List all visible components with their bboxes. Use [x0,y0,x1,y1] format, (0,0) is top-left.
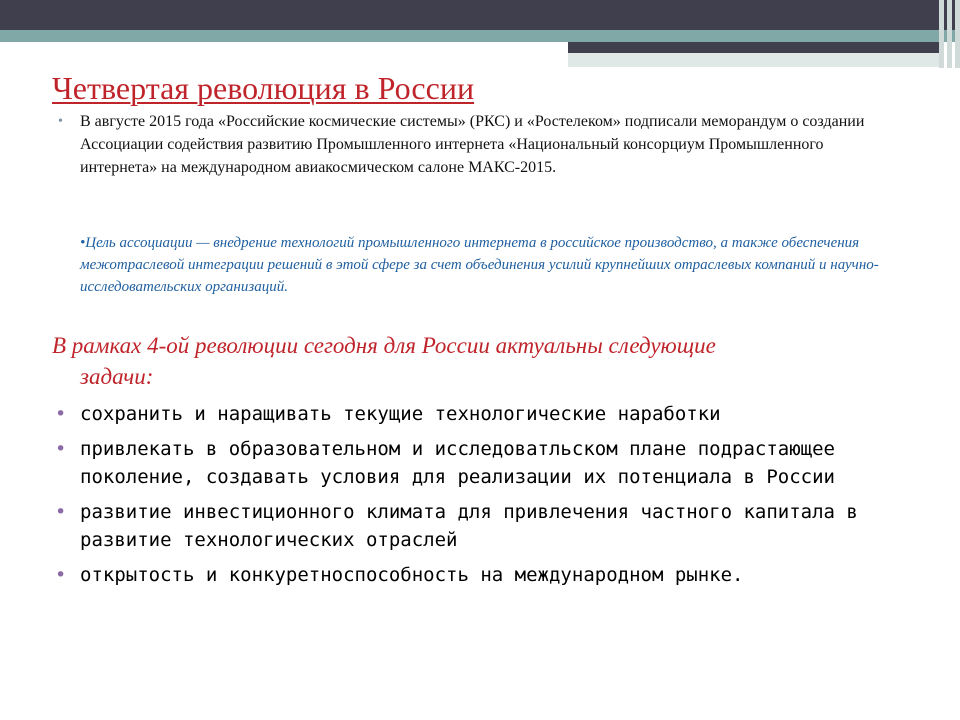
task-text: привлекать в образовательном и исследоватльском плане подрастающее поколение, создавать условия для реализации их потенциала в России [80,437,835,488]
task-text: сохранить и наращивать текущие технологические наработки [80,403,721,425]
bullet-icon: • [55,437,67,460]
bullet-icon: • [55,403,67,425]
intro-bullet [58,110,898,179]
list-item [52,435,912,492]
header-stripe [939,0,944,68]
bullet-icon: • [58,114,63,129]
bullet-icon: • [55,500,67,523]
tasks-heading [52,330,912,392]
header-accent-tab [568,42,940,53]
header-stripe [947,0,952,68]
intro-text: В августе 2015 года «Российские космические системы» (РКС) и «Ростелеком» подписали меморандум о создании Ассоциации содействия развитию Промышленного интернета «Национальный консорциум Промышленного интернета» на международном авиакосмическом салоне МАКС-2015. [80,113,865,176]
header-bar-dark [0,0,960,30]
tasks-heading-line2: задачи: [80,364,154,389]
list-item [52,498,912,555]
header-stripes [930,0,960,68]
list-item [52,400,912,429]
tasks-list [52,400,912,595]
goal-text: Цель ассоциации — внедрение технологий промышленного интернета в российское производство, а также обеспечения межотраслевой интеграции решений в этой сфере за счет объединения усилий крупнейших отраслевых компаний и научно-исследовательских организаций. [80,235,879,295]
header-bar-teal [0,30,960,42]
header-accent-tab-light [568,53,940,67]
slide-title: Четвертая революция в России [52,70,475,106]
task-text: развитие инвестиционного климата для привлечения частного капитала в развитие технологических отраслей [80,500,858,551]
bullet-icon: • [55,563,67,586]
list-item [52,561,912,590]
tasks-heading-line1: В рамках 4-ой революции сегодня для России актуальны следующие [52,333,716,358]
header-stripe [955,0,960,68]
task-text: открытость и конкуретноспособность на международном рынке. [80,563,744,586]
goal-bullet-icon: • [80,235,86,251]
goal-paragraph [80,232,910,298]
